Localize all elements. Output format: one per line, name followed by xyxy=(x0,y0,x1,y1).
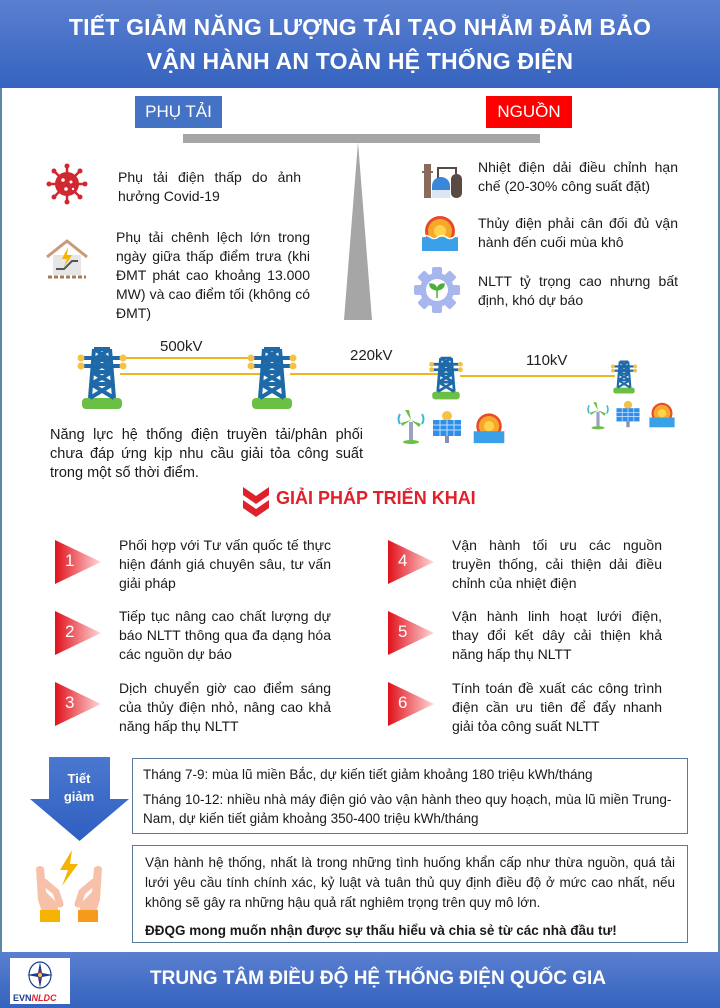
curtailment-line-1: Tháng 7-9: mùa lũ miền Bắc, dự kiến tiết giảm khoảng 180 triệu kWh/tháng xyxy=(143,767,593,782)
arrow-label-line-2: giảm xyxy=(63,789,95,804)
source-label: NGUỒN xyxy=(486,96,572,128)
curtailment-arrow-label xyxy=(49,770,109,806)
curtailment-line-2: Tháng 10-12: nhiều nhà máy điện gió vào vận hành theo quy hoạch, mùa lũ miền Trung-Nam, dự kiến tiết giảm khoảng 350-400 triệu kWh/tháng xyxy=(143,792,672,826)
wire-500kv-b xyxy=(120,373,260,375)
solution-number: 5 xyxy=(398,622,408,641)
message-body: Vận hành hệ thống, nhất là trong những tình huống khẩn cấp như thừa nguồn, quá tải lưới yêu cầu tính chính xác, kỷ luật và tuân thủ quy định điều độ ở mức cao nhất, nếu không sẽ gây ra những hậu quả rất nghiêm trọng trên quy mô lớn. xyxy=(145,855,675,910)
source-item-1-text: Nhiệt điện dải điều chỉnh hạn chế (20-30% công suất đặt) xyxy=(478,159,678,194)
solution-number-badge xyxy=(55,611,101,655)
solution-number-badge xyxy=(55,682,101,726)
page-header xyxy=(0,0,720,88)
hands-energy-icon xyxy=(32,848,106,924)
title-line-1: TIẾT GIẢM NĂNG LƯỢNG TÁI TẠO NHẰM ĐẢM BẢO xyxy=(68,14,652,40)
hydro-wheel-icon xyxy=(472,410,506,444)
logo-text xyxy=(13,993,57,1003)
solution-text: Phối hợp với Tư vấn quốc tế thực hiện đánh giá chuyên sâu, tư vấn giải pháp xyxy=(119,537,331,591)
solution-text: Tính toán đề xuất các công trình điện cần ưu tiên để đẩy nhanh giải tỏa công suất NLTT xyxy=(452,680,662,734)
transmission-tower-icon xyxy=(610,360,638,394)
renewable-gear-icon xyxy=(413,266,461,314)
transmission-tower-icon xyxy=(76,346,128,410)
solution-number: 4 xyxy=(398,551,408,570)
solar-panel-icon xyxy=(614,400,642,428)
transmission-tower-icon xyxy=(246,346,298,410)
hydro-wheel-icon xyxy=(420,213,460,251)
grid-capacity-note: Năng lực hệ thống điện truyền tải/phân phối chưa đáp ứng kịp nhu cầu giải tỏa công suất trong một số thời điểm. xyxy=(50,427,363,481)
load-item-2-text: Phụ tải chênh lệch lớn trong ngày giữa thấp điểm trưa (khi ĐMT phát cao khoảng 13.000 MW) và cao điểm tối (không có ĐMT) xyxy=(116,229,310,321)
title-line-2: VẬN HÀNH AN TOÀN HỆ THỐNG ĐIỆN xyxy=(146,48,574,74)
solutions-title: GIẢI PHÁP TRIỂN KHAI xyxy=(276,488,476,508)
hydro-wheel-icon xyxy=(648,400,676,428)
footer-title: TRUNG TÂM ĐIỀU ĐỘ HỆ THỐNG ĐIỆN QUỐC GIA xyxy=(150,968,606,989)
source-item-2-text: Thủy điện phải cân đối đủ vận hành đến cuối mùa khô xyxy=(478,215,678,250)
wire-220kv xyxy=(290,373,440,375)
voltage-label-110kv: 110kV xyxy=(526,352,568,369)
curtailment-box xyxy=(132,758,688,834)
evn-nldc-logo xyxy=(10,958,70,1004)
logo-text-evn: EVN xyxy=(13,993,32,1003)
virus-icon xyxy=(46,163,88,205)
source-item-3-text: NLTT tỷ trọng cao nhưng bất định, khó dự báo xyxy=(478,273,678,308)
compass-star-icon xyxy=(25,960,55,990)
solar-panel-icon xyxy=(430,410,464,444)
balance-pivot xyxy=(344,142,372,320)
solution-number-badge xyxy=(388,540,434,584)
solution-text: Dịch chuyển giờ cao điểm sáng của thủy điện nhỏ, nâng cao khả năng hấp thụ NLTT xyxy=(119,680,331,734)
wind-turbine-icon xyxy=(586,400,610,430)
voltage-label-220kv: 220kV xyxy=(350,347,393,364)
solution-number-badge xyxy=(388,611,434,655)
solution-number: 3 xyxy=(65,693,75,712)
load-label: PHỤ TẢI xyxy=(135,96,222,128)
solution-number: 2 xyxy=(65,622,75,641)
wind-turbine-icon xyxy=(396,408,426,444)
voltage-label-500kv: 500kV xyxy=(160,338,203,355)
transmission-tower-icon xyxy=(428,356,464,400)
solution-text: Vận hành tối ưu các nguồn truyền thống, cải thiện dải điều chỉnh của nhiệt điện xyxy=(452,537,662,591)
logo-text-nldc: NLDC xyxy=(31,993,57,1003)
message-box xyxy=(132,845,688,943)
thermal-plant-icon xyxy=(422,160,464,200)
solution-number-badge xyxy=(388,682,434,726)
arrow-label-line-1: Tiết xyxy=(67,771,91,786)
solution-number: 6 xyxy=(398,693,408,712)
solution-number-badge xyxy=(55,540,101,584)
load-item-1-text: Phụ tải điện thấp do ảnh hưởng Covid-19 xyxy=(118,169,301,204)
double-chevron-down-icon xyxy=(240,484,272,520)
solar-house-icon xyxy=(44,237,90,281)
wire-500kv-a xyxy=(120,357,260,359)
message-closing: ĐĐQG mong muốn nhận được sự thấu hiểu và chia sẻ từ các nhà đầu tư! xyxy=(145,923,617,938)
solution-text: Tiếp tục nâng cao chất lượng dự báo NLTT thông qua đa dạng hóa các nguồn dự báo xyxy=(119,608,331,662)
solution-number: 1 xyxy=(65,551,75,570)
solution-text: Vận hành linh hoạt lưới điện, thay đổi kết dây cải thiện khả năng hấp thụ NLTT xyxy=(452,608,662,662)
wire-110kv xyxy=(460,375,615,377)
